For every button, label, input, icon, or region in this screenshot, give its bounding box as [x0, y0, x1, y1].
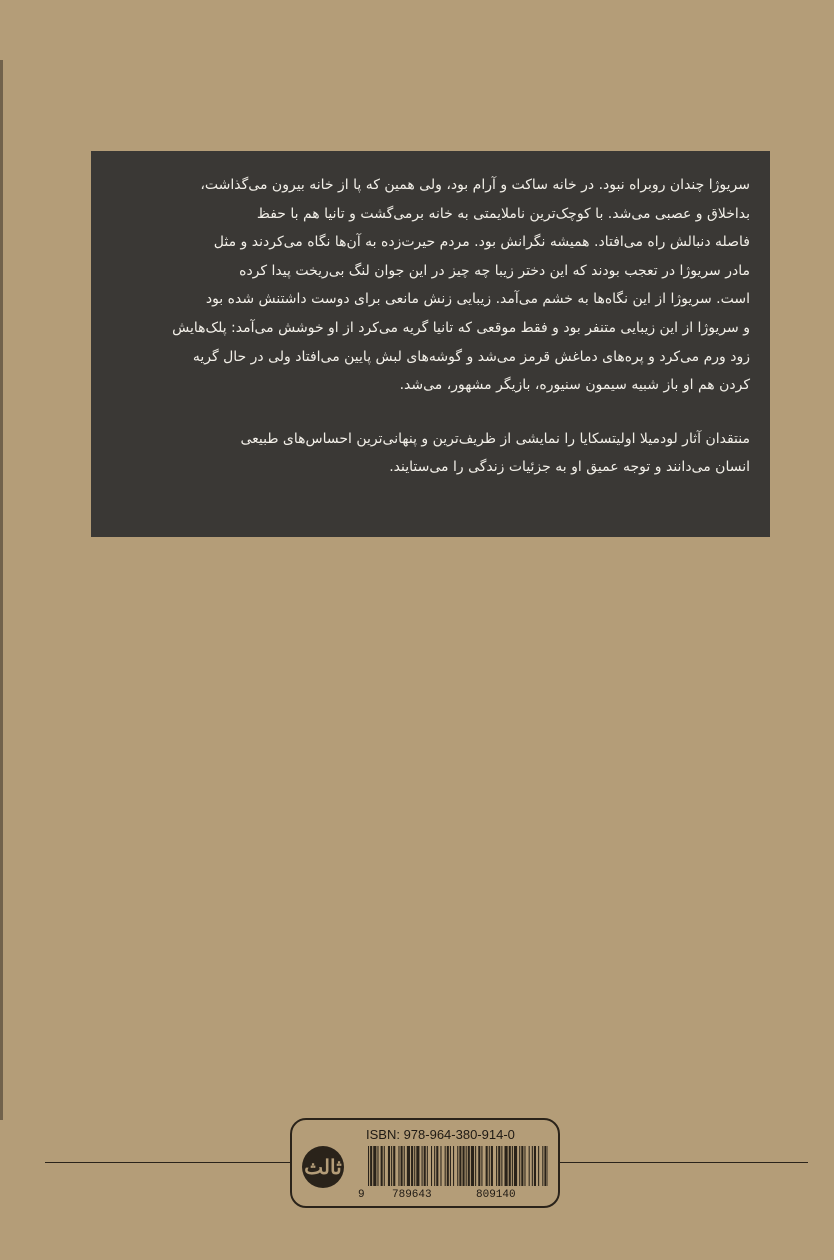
- barcode-bar: [514, 1146, 517, 1186]
- isbn-label: ISBN: 978-964-380-914-0: [366, 1127, 515, 1142]
- barcode-bar: [544, 1146, 546, 1186]
- barcode-bar: [475, 1146, 476, 1186]
- barcode-bar: [445, 1146, 446, 1186]
- barcode: [368, 1146, 548, 1186]
- divider-line-left: [45, 1162, 290, 1163]
- barcode-digits-right: 809140: [476, 1189, 516, 1201]
- blurb-paragraph-1: سریوژا چندان روبراه نبود. در خانه ساکت و آرام بود، ولی همین که پا از خانه بیرون می‌گذاشت، بداخلاق و عصبی می‌شد. با کوچک‌ترین ناملایمتی به خانه برمی‌گشت و تانیا هم با حفظ فاصله دنبالش راه می‌افتاد. همیشه نگرانش بود. مردم حیرت‌زده به آن‌ها نگاه می‌کردند و مثل مادر سریوژا در تعجب بودند که این دختر زیبا چه چیز در این جوان لنگ بی‌ریخت پیدا کرده است. سریوژا از این نگاه‌ها به خشم می‌آمد. زیبایی زنش مانعی برای دوست داشتنش شده بود و سریوژا از این زیبایی متنفر بود و فقط موقعی که تانیا گریه می‌کرد از او خوشش می‌آمد: پلک‌هایش زود ورم می‌کرد و پره‌های دماغش قرمز می‌شد و گوشه‌های لبش پایین می‌افتاد ولی در حال گریه کردن هم او باز شبیه سیمون سنیوره، بازیگر مشهور، می‌شد.: [172, 177, 750, 394]
- barcode-bar: [377, 1146, 378, 1186]
- barcode-bar: [434, 1146, 435, 1186]
- barcode-bar: [440, 1146, 441, 1186]
- barcode-bar: [416, 1146, 419, 1186]
- barcode-bar: [491, 1146, 493, 1186]
- barcode-bar: [468, 1146, 470, 1186]
- barcode-bar: [463, 1146, 465, 1186]
- barcode-bar: [466, 1146, 467, 1186]
- barcode-bar: [411, 1146, 413, 1186]
- barcode-bar: [391, 1146, 392, 1186]
- barcode-bar: [370, 1146, 372, 1186]
- barcode-bar: [489, 1146, 490, 1186]
- barcode-bar: [427, 1146, 428, 1186]
- barcode-digits-left: 789643: [392, 1189, 432, 1201]
- barcode-bar: [384, 1146, 385, 1186]
- barcode-bar: [501, 1146, 502, 1186]
- publisher-logo-mark: ثالث: [304, 1155, 342, 1179]
- barcode-bar: [505, 1146, 508, 1186]
- divider-line-right: [560, 1162, 808, 1163]
- publisher-logo-icon: [302, 1146, 344, 1188]
- barcode-bar: [512, 1146, 513, 1186]
- barcode-bar: [538, 1146, 539, 1186]
- barcode-bar: [407, 1146, 410, 1186]
- barcode-bar: [424, 1146, 426, 1186]
- barcode-bar: [393, 1146, 395, 1186]
- barcode-bar: [521, 1146, 523, 1186]
- barcode-bar: [414, 1146, 415, 1186]
- barcode-bar: [509, 1146, 511, 1186]
- barcode-bar: [524, 1146, 525, 1186]
- barcode-bar: [532, 1146, 533, 1186]
- barcode-bar: [373, 1146, 376, 1186]
- cover-edge-line: [0, 60, 3, 1120]
- barcode-bar: [529, 1146, 530, 1186]
- barcode-bar: [496, 1146, 497, 1186]
- barcode-bar: [422, 1146, 423, 1186]
- isbn-box: [290, 1118, 560, 1208]
- blurb-paragraph-2: منتقدان آثار لودمیلا اولیتسکایا را نمایشی از ظریف‌ترین و پنهانی‌ترین احساس‌های طبیعی انسان می‌دانند و توجه عمیق او به جزئیات زندگی را می‌ستایند.: [240, 430, 750, 476]
- barcode-bar: [457, 1146, 458, 1186]
- barcode-bar: [453, 1146, 454, 1186]
- barcode-bar: [401, 1146, 403, 1186]
- barcode-bar: [398, 1146, 399, 1186]
- barcode-bar: [471, 1146, 474, 1186]
- barcode-bar: [436, 1146, 438, 1186]
- blurb-panel: [91, 151, 770, 537]
- barcode-bar: [542, 1146, 543, 1186]
- barcode-bar: [368, 1146, 369, 1186]
- barcode-bar: [534, 1146, 536, 1186]
- barcode-bar: [459, 1146, 461, 1186]
- barcode-bar: [498, 1146, 500, 1186]
- barcode-bar: [481, 1146, 482, 1186]
- barcode-bar: [450, 1146, 451, 1186]
- barcode-bar: [486, 1146, 488, 1186]
- barcode-digit-first: 9: [358, 1189, 365, 1201]
- barcode-bar: [381, 1146, 383, 1186]
- barcode-bar: [431, 1146, 432, 1186]
- barcode-bar: [447, 1146, 449, 1186]
- barcode-bar: [404, 1146, 405, 1186]
- barcode-bar: [478, 1146, 480, 1186]
- barcode-bar: [519, 1146, 520, 1186]
- barcode-bar: [388, 1146, 390, 1186]
